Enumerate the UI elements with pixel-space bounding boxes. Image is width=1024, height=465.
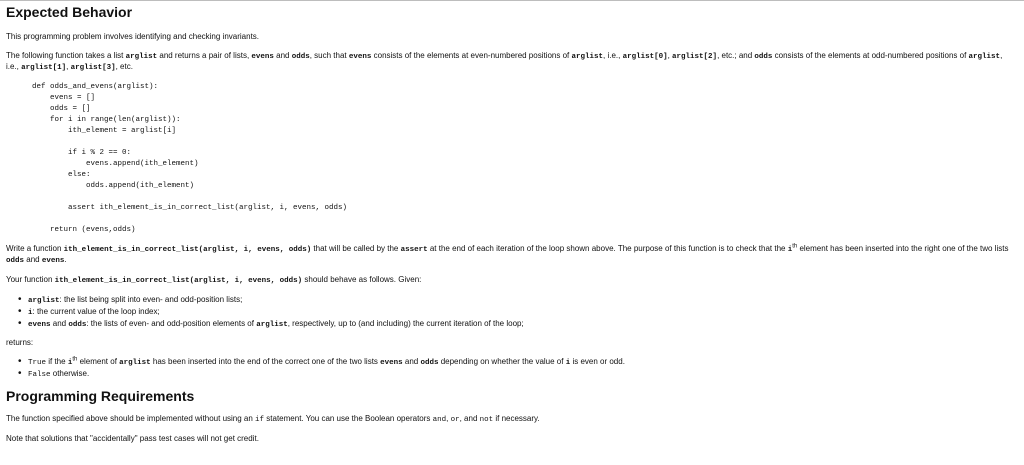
code-i: i xyxy=(787,246,793,254)
code-arglist: arglist xyxy=(125,53,158,61)
text: and xyxy=(402,357,421,366)
text: and returns a pair of lists, xyxy=(157,51,252,60)
text: that will be called by the xyxy=(311,244,401,253)
text: and xyxy=(50,319,69,328)
text: Your function xyxy=(6,275,55,284)
code-function-signature: ith_element_is_in_correct_list(arglist, i, evens, odds) xyxy=(63,246,312,254)
code-arglist-1: arglist[1] xyxy=(21,64,67,72)
text: , such that xyxy=(309,51,349,60)
returns-label: returns: xyxy=(6,338,34,347)
text: The function specified above should be implemented without using an xyxy=(6,414,256,423)
code-arglist-2: arglist[2] xyxy=(672,53,718,61)
code-arglist: arglist xyxy=(28,297,60,305)
heading-programming-requirements: Programming Requirements xyxy=(6,388,195,404)
code-i: i xyxy=(565,359,571,367)
text: and xyxy=(273,51,292,60)
text: , i.e., xyxy=(603,51,623,60)
code-arglist: arglist xyxy=(256,321,288,329)
text: , xyxy=(66,62,71,71)
list-item xyxy=(18,319,1016,330)
code-odds: odds xyxy=(420,359,439,367)
text: consists of the elements at odd-numbered positions of xyxy=(772,51,969,60)
text: consists of the elements at even-numbered positions of xyxy=(371,51,572,60)
code-and: and xyxy=(432,416,447,424)
code-function-signature: ith_element_is_in_correct_list(arglist, i, evens, odds) xyxy=(54,277,303,285)
code-arglist: arglist xyxy=(571,53,604,61)
code-block: def odds_and_evens(arglist): evens = [] odds = [] for i in range(len(arglist)): ith_element = arglist[i] if i % 2 == 0: evens.append(ith_element) else: odds.append(ith_element) assert ith_element_is_in_correct_list(arglist, i, evens, odds) return (evens,odds) xyxy=(32,83,348,234)
text: , etc. xyxy=(115,62,133,71)
intro-paragraph: This programming problem involves identifying and checking invariants. xyxy=(6,32,260,41)
text: at the end of each iteration of the loop shown above. The purpose of this function is to check that the xyxy=(427,244,788,253)
text: , and xyxy=(459,414,480,423)
superscript-th: th xyxy=(792,243,798,250)
text: element has been inserted into the right one of the two lists xyxy=(797,244,1009,253)
code-odds: odds xyxy=(6,257,25,265)
text: if necessary. xyxy=(493,414,540,423)
superscript-th: th xyxy=(72,356,78,363)
code-odds: odds xyxy=(291,53,310,61)
list-item xyxy=(18,295,1016,306)
text: : the current value of the loop index; xyxy=(32,307,160,316)
code-or: or xyxy=(450,416,460,424)
text: , xyxy=(446,414,451,423)
code-if: if xyxy=(255,416,265,424)
list-item xyxy=(18,357,1016,368)
text: should behave as follows. Given: xyxy=(302,275,422,284)
text: element of xyxy=(77,357,120,366)
code-evens: evens xyxy=(41,257,65,265)
behavior-paragraph xyxy=(6,275,1016,286)
text: , respectively, up to (and including) the current iteration of the loop; xyxy=(287,319,524,328)
top-rule xyxy=(0,0,1024,1)
text: if the xyxy=(46,357,68,366)
code-arglist-0: arglist[0] xyxy=(622,53,668,61)
heading-expected-behavior: Expected Behavior xyxy=(6,4,133,20)
text: : the list being split into even- and odd-position lists; xyxy=(59,295,243,304)
code-arglist: arglist xyxy=(119,359,151,367)
task-paragraph xyxy=(6,244,1016,266)
text: , i.e., xyxy=(6,51,1003,71)
text: statement. You can use the Boolean operators xyxy=(264,414,433,423)
text: . xyxy=(64,255,67,264)
code-arglist-3: arglist[3] xyxy=(70,64,116,72)
requirements-paragraph xyxy=(6,414,1016,425)
description-paragraph xyxy=(6,51,1016,73)
text: : the lists of even- and odd-position elements of xyxy=(86,319,257,328)
code-evens: evens xyxy=(348,53,372,61)
text: and xyxy=(24,255,42,264)
text: The following function takes a list xyxy=(6,51,126,60)
code-evens: evens xyxy=(251,53,274,61)
code-true: True xyxy=(28,359,47,367)
note-paragraph: Note that solutions that "accidentally" pass test cases will not get credit. xyxy=(6,434,259,443)
list-item xyxy=(18,369,1016,380)
text: , etc.; and xyxy=(717,51,755,60)
code-odds: odds xyxy=(754,53,773,61)
document-body xyxy=(6,4,1016,453)
text: depending on whether the value of xyxy=(438,357,566,366)
returns-list xyxy=(6,357,1016,380)
code-assert: assert xyxy=(400,246,428,254)
text: , xyxy=(667,51,673,60)
code-i: i xyxy=(67,359,73,367)
given-list xyxy=(6,295,1016,330)
code-odds: odds xyxy=(68,321,87,329)
code-false: False xyxy=(28,371,51,379)
code-evens: evens xyxy=(28,321,51,329)
text: Write a function xyxy=(6,244,64,253)
text: is even or odd. xyxy=(570,357,625,366)
list-item xyxy=(18,307,1016,318)
code-not: not xyxy=(479,416,494,424)
code-i: i xyxy=(28,309,33,317)
code-evens: evens xyxy=(380,359,403,367)
text: otherwise. xyxy=(50,369,90,378)
code-arglist: arglist xyxy=(968,53,1001,61)
text: has been inserted into the end of the correct one of the two lists xyxy=(150,357,381,366)
